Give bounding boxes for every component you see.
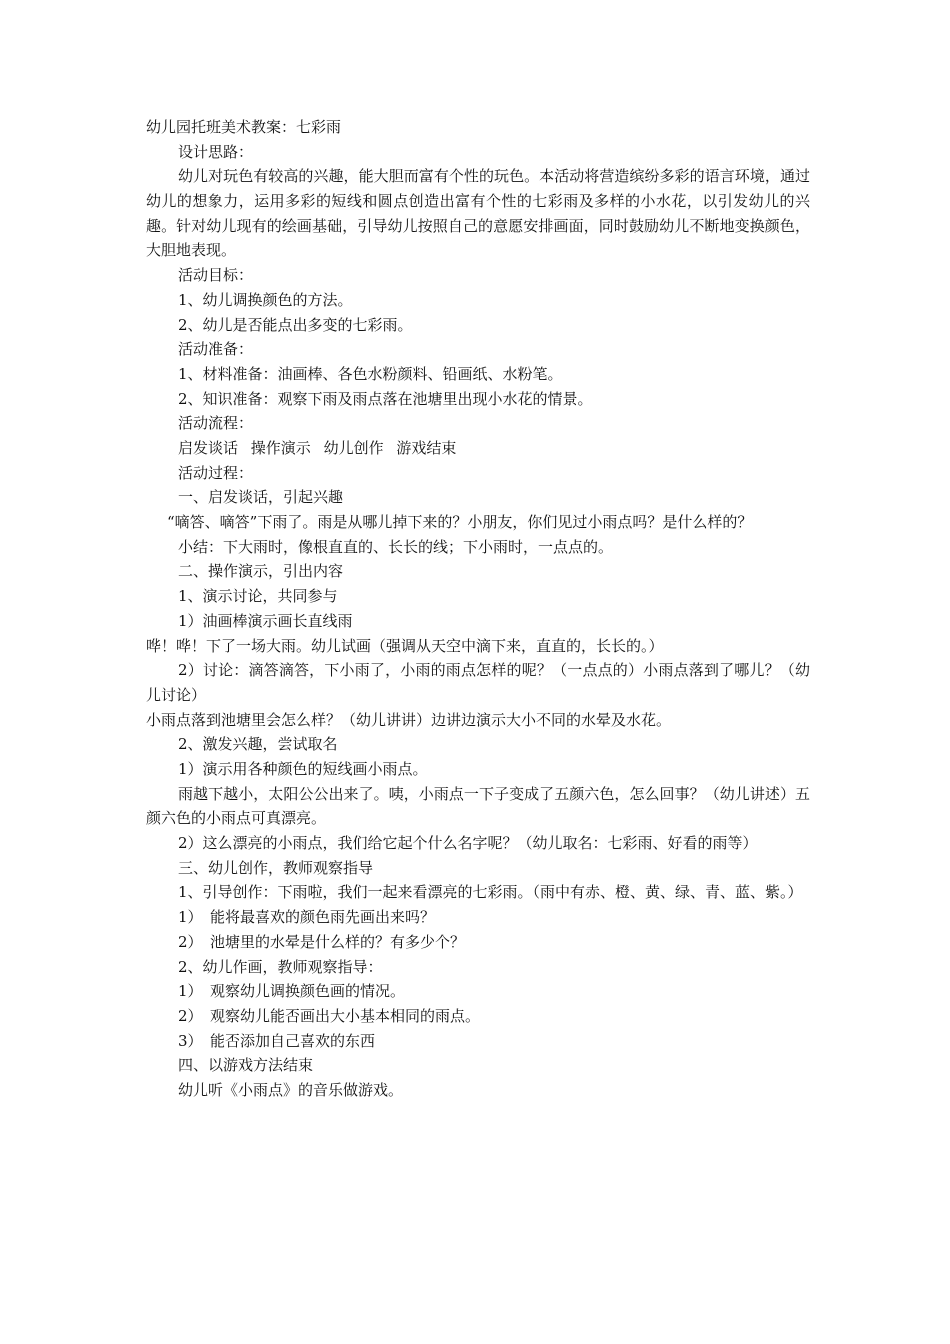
subsection-heading: 1、引导创作：下雨啦，我们一起来看漂亮的七彩雨。（雨中有赤、橙、黄、绿、青、蓝、紫。） — [178, 883, 803, 902]
goal-item: 1、幼儿调换颜色的方法。 — [178, 290, 353, 309]
list-item: 1） 能将最喜欢的颜色雨先画出来吗？ — [178, 908, 436, 927]
design-paragraph: 幼儿对玩色有较高的兴趣，能大胆而富有个性的玩色。本活动将营造缤纷多彩的语言环境，通过幼儿的想象力，运用多彩的短线和圆点创造出富有个性的七彩雨及多样的小水花，以引发幼儿的兴趣。针对幼儿现有的绘画基础，引导幼儿按照自己的意愿安排画面，同时鼓励幼儿不断地变换颜色，大胆地表现。 — [146, 167, 810, 260]
goal-item: 2、幼儿是否能点出多变的七彩雨。 — [178, 315, 413, 334]
section-heading: 三、幼儿创作，教师观察指导 — [178, 858, 374, 877]
flow-step: 操作演示 — [250, 439, 311, 457]
process-heading: 活动过程： — [178, 463, 254, 482]
paragraph: 幼儿听《小雨点》的音乐做游戏。 — [178, 1080, 404, 1099]
subsection-heading: 2、激发兴趣，尝试取名 — [178, 735, 338, 754]
subsection-heading: 1、演示讨论，共同参与 — [178, 587, 338, 606]
prep-item: 2、知识准备：观察下雨及雨点落在池塘里出现小水花的情景。 — [178, 389, 593, 408]
document-body — [146, 115, 810, 1103]
list-item: 3） 能否添加自己喜欢的东西 — [178, 1031, 376, 1050]
prep-heading: 活动准备： — [178, 340, 254, 359]
flow-step: 启发谈话 — [178, 439, 239, 457]
prep-item: 1、材料准备：油画棒、各色水粉颜料、铅画纸、水粉笔。 — [178, 364, 563, 383]
paragraph: 哗！哗！下了一场大雨。幼儿试画（强调从天空中滴下来，直直的，长长的。） — [146, 636, 664, 655]
paragraph: 小雨点落到池塘里会怎么样？（幼儿讲讲）边讲边演示大小不同的水晕及水花。 — [146, 710, 672, 729]
summary: 小结：下大雨时，像根直直的、长长的线；下小雨时，一点点的。 — [178, 537, 614, 556]
subsection-heading: 2、幼儿作画，教师观察指导： — [178, 957, 383, 976]
list-item: 2） 池塘里的水晕是什么样的？有多少个？ — [178, 932, 466, 951]
section-heading: 四、以游戏方法结束 — [178, 1056, 314, 1075]
section-heading: 二、操作演示，引出内容 — [178, 562, 344, 581]
goals-heading: 活动目标： — [178, 266, 254, 285]
paragraph: “嘀答、嘀答”下雨了。雨是从哪儿掉下来的？小朋友，你们见过小雨点吗？是什么样的？ — [167, 513, 753, 532]
list-item: 2） 观察幼儿能否画出大小基本相同的雨点。 — [178, 1006, 481, 1025]
list-item: 1）油画棒演示画长直线雨 — [178, 611, 353, 630]
design-heading: 设计思路： — [178, 142, 254, 161]
flow-step: 游戏结束 — [396, 439, 457, 457]
flow-steps — [146, 436, 810, 461]
document-title: 幼儿园托班美术教案：七彩雨 — [146, 118, 342, 136]
paragraph: 2）讨论：滴答滴答，下小雨了，小雨的雨点怎样的呢？（一点点的）小雨点落到了哪儿？（幼儿讨论） — [146, 661, 810, 704]
section-heading: 一、启发谈话，引起兴趣 — [178, 488, 344, 507]
list-item: 1）演示用各种颜色的短线画小雨点。 — [178, 759, 428, 778]
list-item: 2）这么漂亮的小雨点，我们给它起个什么名字呢？（幼儿取名：七彩雨、好看的雨等） — [178, 834, 758, 853]
list-item: 1） 观察幼儿调换颜色画的情况。 — [178, 982, 406, 1001]
flow-step: 幼儿创作 — [323, 439, 384, 457]
paragraph: 雨越下越小，太阳公公出来了。咦，小雨点一下子变成了五颜六色，怎么回事？（幼儿讲述）五颜六色的小雨点可真漂亮。 — [146, 784, 810, 828]
flow-heading: 活动流程： — [178, 414, 254, 433]
